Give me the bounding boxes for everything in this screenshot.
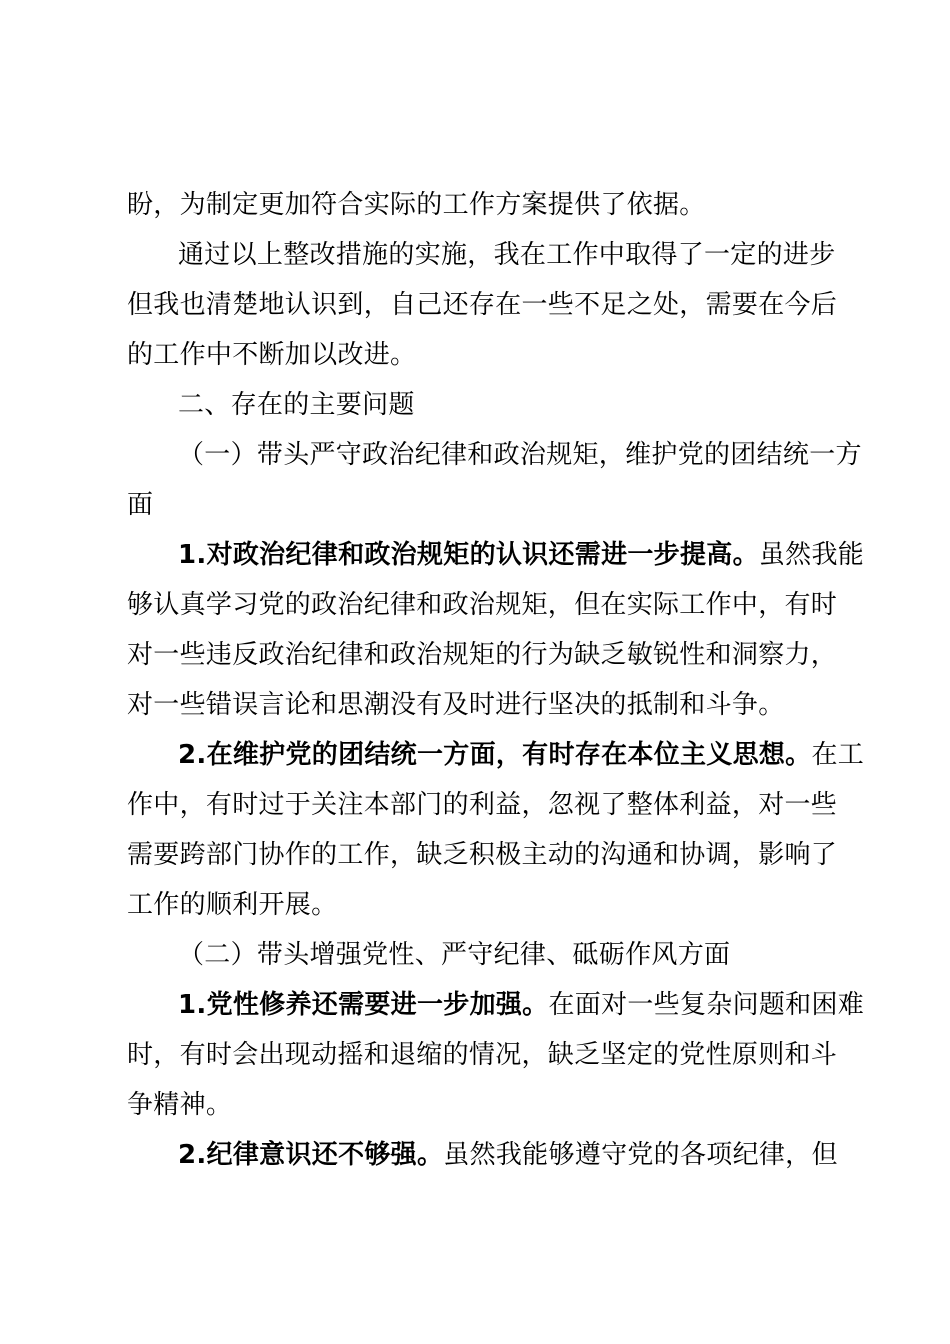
text-line: 的工作中不断加以改进。 xyxy=(127,340,417,370)
text-line: 需要跨部门协作的工作，缺乏积极主动的沟通和协调，影响了 xyxy=(127,840,838,870)
text-line: 面 xyxy=(127,490,154,520)
text-line: 工作的顺利开展。 xyxy=(127,890,338,920)
section-heading: 二、存在的主要问题 xyxy=(178,390,415,420)
text-line: 2.纪律意识还不够强。虽然我能够遵守党的各项纪律，但 xyxy=(178,1140,838,1170)
text-line: 但我也清楚地认识到，自己还存在一些不足之处，需要在今后 xyxy=(127,290,838,320)
text-line: 对一些违反政治纪律和政治规矩的行为缺乏敏锐性和洞察力， xyxy=(127,640,838,670)
item-heading: 1.党性修养还需要进一步加强。 xyxy=(178,990,549,1020)
text-line: 盼，为制定更加符合实际的工作方案提供了依据。 xyxy=(127,190,706,220)
text-line: 时，有时会出现动摇和退缩的情况，缺乏坚定的党性原则和斗 xyxy=(127,1040,838,1070)
text-line: 够认真学习党的政治纪律和政治规矩，但在实际工作中，有时 xyxy=(127,590,838,620)
subsection-heading: （一）带头严守政治纪律和政治规矩，维护党的团结统一方 xyxy=(178,440,862,470)
text-line: 争精神。 xyxy=(127,1090,233,1120)
text-line: 2.在维护党的团结统一方面，有时存在本位主义思想。在工 xyxy=(178,740,865,770)
item-heading: 1.对政治纪律和政治规矩的认识还需进一步提高。 xyxy=(178,540,759,570)
text-line: 通过以上整改措施的实施，我在工作中取得了一定的进步 xyxy=(178,240,836,270)
subsection-heading: （二）带头增强党性、严守纪律、砥砺作风方面 xyxy=(178,940,731,970)
text-line: 作中，有时过于关注本部门的利益，忽视了整体利益，对一些 xyxy=(127,790,838,820)
text-line: 对一些错误言论和思潮没有及时进行坚决的抵制和斗争。 xyxy=(127,690,785,720)
item-heading: 2.纪律意识还不够强。 xyxy=(178,1140,444,1170)
text-line: 1.对政治纪律和政治规矩的认识还需进一步提高。虽然我能 xyxy=(178,540,865,570)
item-heading: 2.在维护党的团结统一方面，有时存在本位主义思想。 xyxy=(178,740,812,770)
text-line: 1.党性修养还需要进一步加强。在面对一些复杂问题和困难 xyxy=(178,990,865,1020)
